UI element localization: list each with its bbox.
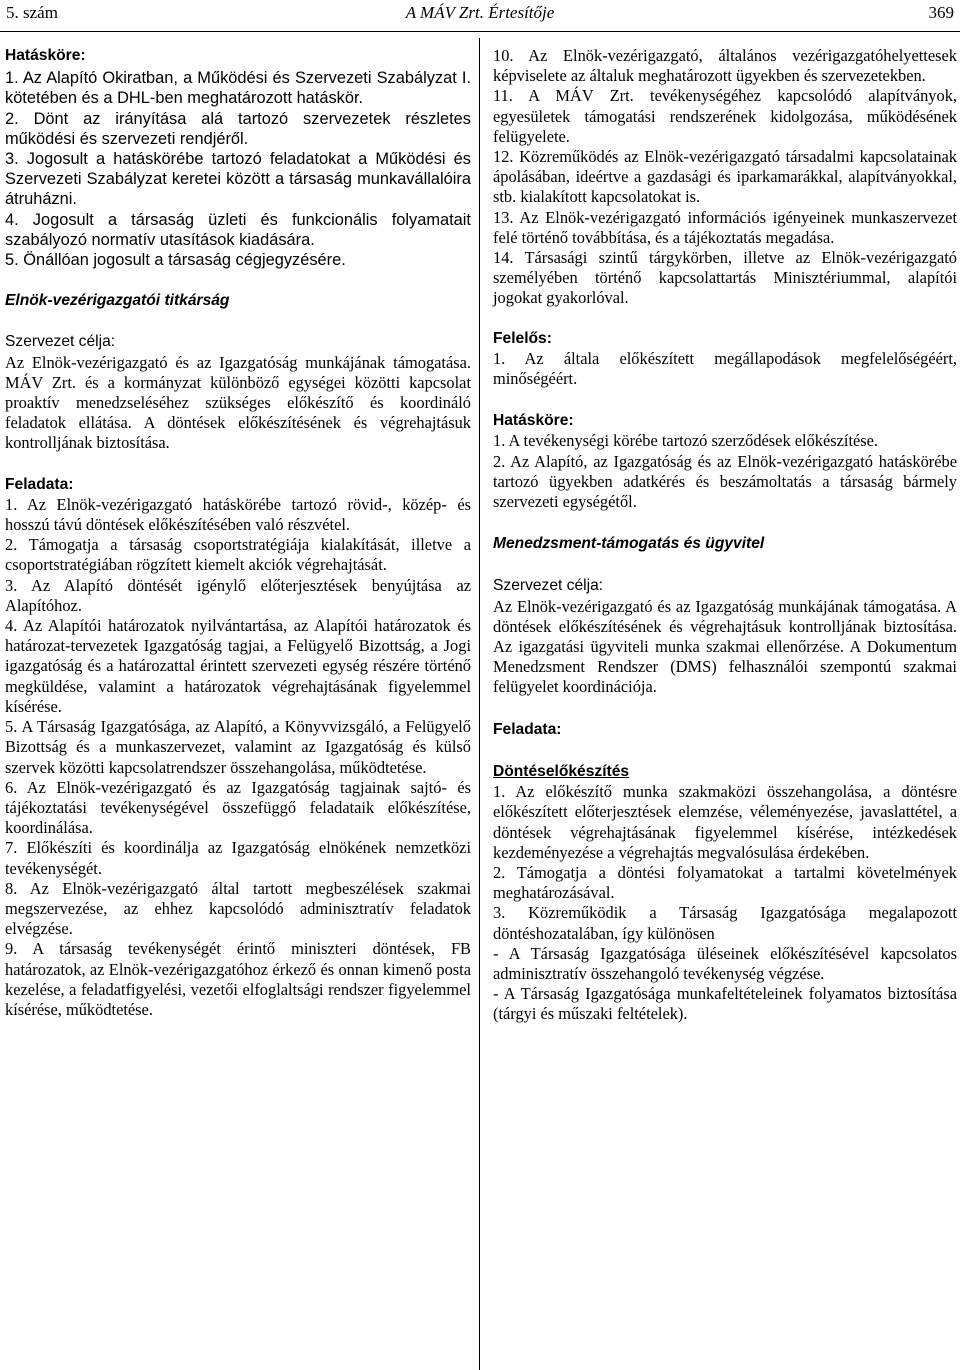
hataskore-heading: Hatásköre: <box>5 47 86 64</box>
list-item: 14. Társasági szintű tárgykörben, illetve az Elnök-vezérigazgató személyében történő kapcsolattartás Minisztériummal, alapítói jogokat gyakorlóval. <box>493 248 957 308</box>
list-item: 2. Támogatja a döntési folyamatokat a tartalmi követelmények meghatározásával. <box>493 862 957 903</box>
list-item: 2. Támogatja a társaság csoportstratégiája kialakítását, illetve a csoportstratégiában rögzített kiemelt akciók végrehajtását. <box>5 535 471 575</box>
right-column <box>493 46 957 1025</box>
list-item: 1. Az általa előkészített megállapodások megfelelőségéért, minőségéért. <box>493 348 957 389</box>
list-item: 1. Az Alapító Okiratban, a Működési és Szervezeti Szabályzat I. kötetében és a DHL-ben meghatározott hatáskör. <box>5 69 471 108</box>
section-title: Elnök-vezérigazgatói titkárság <box>5 292 230 310</box>
list-item: 11. A MÁV Zrt. tevékenységéhez kapcsolódó alapítványok, egyesületek támogatási rendszerének kidolgozása, működésének felügyelete. <box>493 86 957 146</box>
list-item: 1. A tevékenységi körébe tartozó szerződések előkészítése. <box>493 431 879 451</box>
list-item: 5. A Társaság Igazgatósága, az Alapító, a Könyvvizsgáló, a Felügyelő Bizottság és a munkaszervezet, valamint az Igazgatóság és külső szervek közötti kapcsolatrendszer összehangolása, működtetése. <box>5 717 471 777</box>
feladata-heading: Feladata: <box>5 475 74 493</box>
list-item: 3. Jogosult a hatáskörébe tartozó feladatokat a Működési és Szervezeti Szabályzat keretei között a társaság munkavállalóira átruházni. <box>5 150 471 209</box>
list-item: 2. Az Alapító, az Igazgatóság és az Elnök-vezérigazgató hatáskörébe tartozó ügyekben adatkérés és beszámoltatás a társaság bármely szervezeti egységétől. <box>493 451 957 512</box>
list-item: 12. Közreműködés az Elnök-vezérigazgató társadalmi kapcsolatainak ápolásában, ideértve a gazdasági és iparkamarákkal, alapítványokkal, stb. kialakított kapcsolatokat is. <box>493 147 957 207</box>
list-item: 8. Az Elnök-vezérigazgató által tartott megbeszélések szakmai megszervezése, az ehhez kapcsolódó adminisztratív feladatok elvégzése. <box>5 878 471 939</box>
list-item: 5. Önállóan jogosult a társaság cégjegyzésére. <box>5 251 346 270</box>
list-item: - A Társaság Igazgatósága üléseinek előkészítésével kapcsolatos adminisztratív összehangoló tevékenység végzése. <box>493 943 957 983</box>
list-item: 1. Az Elnök-vezérigazgató hatáskörébe tartozó rövid-, közép- és hosszú távú döntések előkészítésében való részvétel. <box>5 494 471 535</box>
issue-number: 5. szám <box>6 3 58 22</box>
celja-text: Az Elnök-vezérigazgató és az Igazgatóság munkájának támogatása. A döntések előkészítésének és végrehajtásuk kontrolljának biztosítása. Az igazgatási ügyviteli munka szakmai ellenőrzése. A Dokumentum Menedzsment Rendszer (DMS) felhasználói szempontú szakmai felügyelet koordinációja. <box>493 596 957 697</box>
list-item: 4. Az Alapítói határozatok nyilvántartása, az Alapítói határozatok és határozat-tervezetek Igazgatóság tagjai, a Felügyelő Bizottság, a Jogi igazgatóság és a határozattal érintett szervezeti egység részére történő megküldése, valamint a határozatok végrehajtásának figyelemmel kísérése. <box>5 616 471 716</box>
celja-heading: Szervezet célja: <box>493 577 604 595</box>
page-number: 369 <box>928 3 954 22</box>
list-item: 3. Az Alapító döntését igénylő előterjesztések benyújtása az Alapítóhoz. <box>5 575 471 615</box>
page-header <box>0 0 960 30</box>
list-item: - A Társaság Igazgatósága munkafeltételeinek folyamatos biztosítása (tárgyi és műszaki feltételek). <box>493 984 957 1024</box>
list-item: 1. Az előkészítő munka szakmaközi összehangolása, a döntésre előkészített előterjesztések elemzése, véleményezése, javaslattétel, a döntések végrehajtásának figyelemmel kísérése, intézkedések kezdeményezése a végrehajtás megvalósulása érdekében. <box>493 782 957 862</box>
list-item: 3. Közreműködik a Társaság Igazgatósága megalapozott döntéshozatalában, így különösen <box>493 903 957 943</box>
section-title: Menedzsment-támogatás és ügyvitel <box>493 535 765 553</box>
list-item: 10. Az Elnök-vezérigazgató, általános vezérigazgatóhelyettesek képviselete az általuk meghatározott ügyekben és szervezetekben. <box>493 46 957 86</box>
felelos-heading: Felelős: <box>493 329 552 347</box>
list-item: 7. Előkészíti és koordinálja az Igazgatóság elnökének nemzetközi tevékenységét. <box>5 838 471 878</box>
feladata-heading: Feladata: <box>493 720 562 738</box>
header-rule <box>0 31 960 32</box>
list-item: 2. Dönt az irányítása alá tartozó szervezetek részletes működési és szervezeti rendjéről. <box>5 109 471 148</box>
list-item: 4. Jogosult a társaság üzleti és funkcionális folyamatait szabályozó normatív utasítások kiadására. <box>5 210 471 249</box>
journal-title: A MÁV Zrt. Értesítője <box>405 3 555 22</box>
left-column <box>5 46 471 1020</box>
list-item: 6. Az Elnök-vezérigazgató és az Igazgatóság tagjainak sajtó- és tájékoztatási tevékenységével összefüggő feladataik előkészítése, koordinálása. <box>5 777 471 838</box>
hataskore-heading: Hatásköre: <box>493 412 574 430</box>
subheading: Döntéselőkészítés <box>493 762 630 780</box>
list-item: 13. Az Elnök-vezérigazgató információs igényeinek munkaszervezet felé történő továbbítása, és a tájékoztatás megadása. <box>493 207 957 247</box>
column-divider <box>479 38 480 1370</box>
celja-heading: Szervezet célja: <box>5 333 116 351</box>
list-item: 9. A társaság tevékenységét érintő miniszteri döntések, FB határozatok, az Elnök-vezérigazgatóhoz érkező és onnan kimenő posta kezelése, a feladatfigyelési, vezetői elfoglaltsági rendszer figyelemmel kísérése, működtetése. <box>5 939 471 1019</box>
celja-text: Az Elnök-vezérigazgató és az Igazgatóság munkájának támogatása. MÁV Zrt. és a kormányzat különböző egységei közötti kapcsolat proaktív menedzseléséhez szükséges előkészítő és koordináló feladatok ellátása. A döntések előkészítésének és végrehajtásuk kontrolljának biztosítása. <box>5 352 471 453</box>
